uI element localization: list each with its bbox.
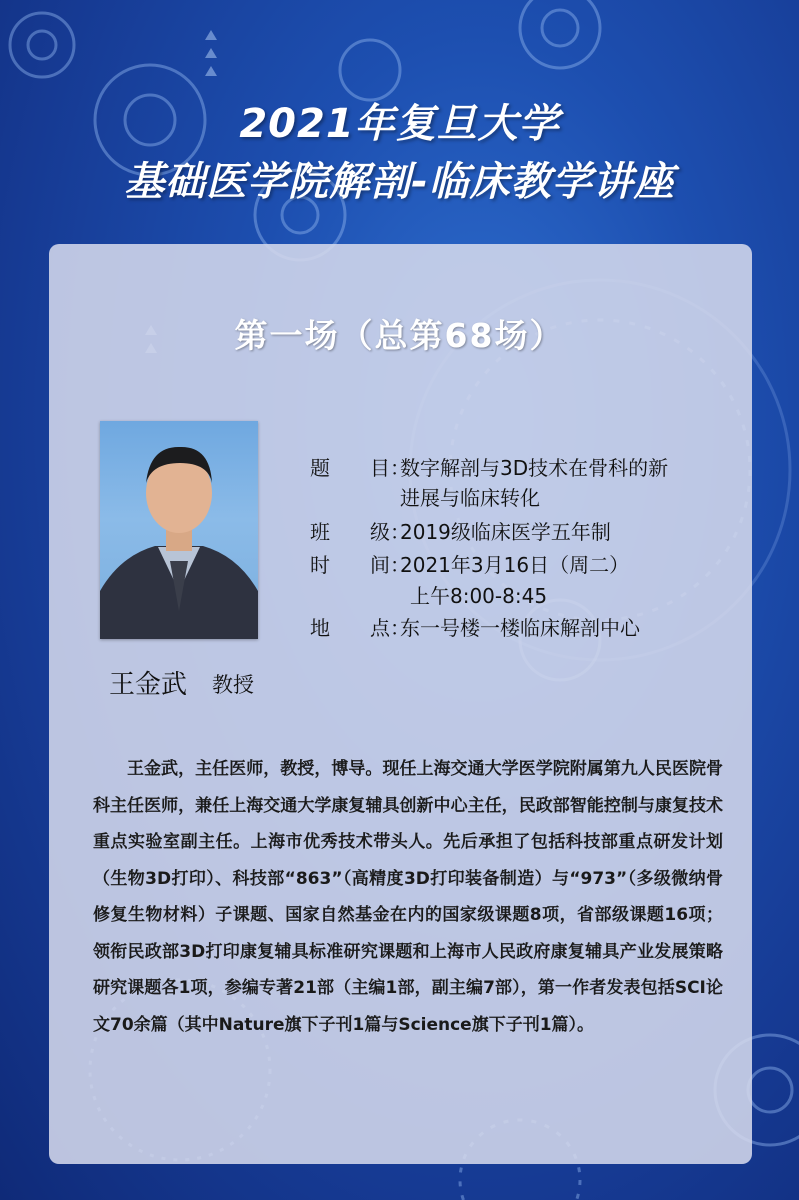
speaker-position: 教授 [212, 673, 254, 697]
topic-row-cont [400, 482, 540, 511]
poster-title-line1: 2021年复旦大学 [239, 101, 560, 147]
class-label: 班 级： [310, 520, 410, 544]
place-label: 地 点： [310, 616, 410, 640]
place-value: 东一号楼一楼临床解剖中心 [400, 616, 640, 640]
bio-text: 王金武，主任医师，教授，博导。现任上海交通大学医学院附属第九人民医院骨科主任医师，兼任上海交通大学康复辅具创新中心主任，民政部智能控制与康复技术重点实验室副主任。上海市优秀技术带头人。先后承担了包括科技部重点研发计划（生物3D打印）、科技部“863”（高精度3D打印装备制造）与“973”（多级微纳骨修复生物材料）子课题、国家自然基金在内的国家级课题8项，省部级课题16项；领衔民政部3D打印康复辅具标准研究课题和上海市人民政府康复辅具产业发展策略研究课题各1项，参编专著21部（主编1部，副主编7部），第一作者发表包括SCI论文70余篇（其中Nature旗下子刊1篇与Science旗下子刊1篇）。 [93, 759, 723, 1035]
time-value-line1: 2021年3月16日（周二） [400, 553, 630, 577]
class-row [310, 516, 611, 545]
place-row [310, 612, 640, 641]
speaker-name: 王金武 [109, 670, 188, 700]
topic-row [310, 452, 668, 481]
time-row-cont [410, 580, 547, 609]
time-label: 时 间： [310, 553, 410, 577]
class-value: 2019级临床医学五年制 [400, 520, 611, 544]
time-value-line2: 上午8:00-8:45 [410, 584, 548, 608]
speaker-photo [100, 421, 258, 639]
topic-value-line1: 数字解剖与3D技术在骨科的新 [400, 456, 669, 480]
poster-title-line2: 基础医学院解剖-临床教学讲座 [124, 159, 675, 205]
topic-value-line2: 进展与临床转化 [400, 486, 540, 510]
session-heading: 第一场（总第68场） [234, 316, 565, 355]
time-row [310, 549, 629, 578]
topic-label: 题 目： [310, 456, 410, 480]
speaker-bio [93, 751, 723, 1043]
